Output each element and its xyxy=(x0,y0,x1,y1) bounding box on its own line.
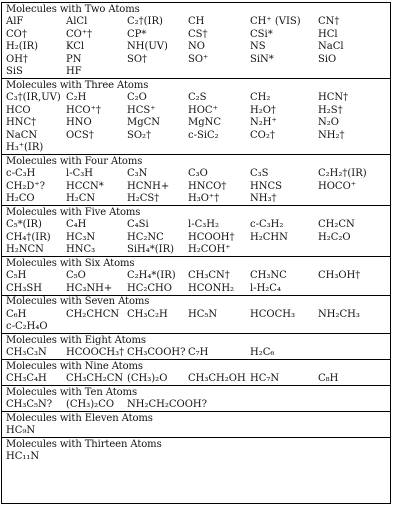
molecule-cell: C₂O xyxy=(127,92,147,103)
molecule-cell: C₂H₄*(IR) xyxy=(127,270,176,281)
molecule-cell: HNC† xyxy=(6,117,37,128)
molecule-row xyxy=(2,142,390,155)
molecule-cell: c-C₃H xyxy=(6,168,36,179)
molecule-row xyxy=(2,53,390,66)
molecule-cell: CO⁺† xyxy=(66,28,93,40)
molecule-cell: HCNH+ xyxy=(127,180,170,192)
molecule-cell: HC₅N xyxy=(188,308,218,320)
molecule-cell: SO₂† xyxy=(127,129,152,141)
molecule-cell: NH₂† xyxy=(318,129,345,141)
molecule-cell: MgCN xyxy=(127,117,161,128)
molecule-cell: CH₃CN† xyxy=(188,270,230,281)
molecule-cell: H₂(IR) xyxy=(6,41,39,52)
molecule-cell: CH₂CN xyxy=(318,219,355,230)
molecule-cell: HCl xyxy=(318,28,338,40)
molecule-cell: CH₂ xyxy=(250,92,271,103)
section-header: Molecules with Thirteen Atoms xyxy=(6,438,162,450)
molecule-cell: HNC₃ xyxy=(66,244,96,255)
molecule-cell: N₂H⁺ xyxy=(250,117,277,128)
molecule-cell: HC₇N xyxy=(250,373,280,384)
molecule-cell: CH₃CH₂CN xyxy=(66,373,124,384)
section-header: Molecules with Nine Atoms xyxy=(6,360,143,372)
molecule-cell: HNCO† xyxy=(188,180,227,192)
molecule-cell: CH₄†(IR) xyxy=(6,231,51,243)
molecule-cell: C₆H xyxy=(6,308,27,320)
molecule-row xyxy=(2,129,390,142)
molecule-cell: SiO xyxy=(318,53,337,65)
molecule-cell: KCl xyxy=(66,41,85,52)
molecule-cell: H₃O⁺† xyxy=(188,193,220,204)
molecule-cell: C₂H₂†(IR) xyxy=(318,168,367,179)
molecule-cell: NH₂CH₂COOH? xyxy=(127,399,207,410)
molecule-cell: l-C₃H xyxy=(66,168,93,179)
molecule-cell: NaCN xyxy=(6,129,38,141)
molecule-cell: C₃O xyxy=(188,168,208,179)
molecule-cell: HC₉N xyxy=(6,425,36,436)
molecule-cell: OH† xyxy=(6,53,28,65)
molecule-row xyxy=(2,41,390,54)
molecule-cell: AlF xyxy=(6,16,24,27)
molecule-cell: SiN* xyxy=(250,53,274,65)
molecule-cell: H₂CN xyxy=(66,193,96,204)
molecule-row xyxy=(2,373,390,386)
molecule-row xyxy=(2,425,390,438)
molecule-cell: HOCO⁺ xyxy=(318,180,357,192)
molecule-cell: c-C₂H₄O xyxy=(6,321,48,332)
molecule-cell: NO xyxy=(188,41,205,52)
molecule-cell: CH₂CHCN xyxy=(66,308,120,320)
molecule-row xyxy=(2,308,390,321)
molecule-cell: HNCS xyxy=(250,180,282,192)
molecule-cell: H₂CS† xyxy=(127,193,160,204)
molecule-cell: C₃N xyxy=(127,168,148,179)
molecule-cell: l-H₂C₄ xyxy=(250,282,281,294)
molecule-cell: C₂H xyxy=(66,92,87,103)
molecule-row xyxy=(2,168,390,181)
molecule-row xyxy=(2,219,390,232)
molecule-cell: C₃†(IR,UV) xyxy=(6,92,61,103)
molecule-cell: (CH₃)₂CO xyxy=(66,399,115,410)
molecule-cell: C₅*(IR) xyxy=(6,219,42,230)
section-header: Molecules with Ten Atoms xyxy=(6,386,137,398)
molecule-cell: C₅H xyxy=(6,270,27,281)
molecule-row xyxy=(2,282,390,295)
molecule-cell: CP* xyxy=(127,28,147,40)
molecule-cell: C₃S xyxy=(250,168,269,179)
molecule-row xyxy=(2,92,390,105)
molecule-cell: H₂C₂O xyxy=(318,231,351,243)
molecule-cell: CN† xyxy=(318,16,340,27)
molecule-row xyxy=(2,28,390,41)
molecule-cell: CH₃NC xyxy=(250,270,287,281)
molecule-cell: H₂CHN xyxy=(250,231,288,243)
molecule-cell: NH₃† xyxy=(250,193,277,204)
section-header: Molecules with Eight Atoms xyxy=(6,334,146,346)
molecule-row xyxy=(2,117,390,130)
molecule-cell: H₂S† xyxy=(318,104,343,116)
molecule-cell: PN xyxy=(66,53,82,65)
molecule-cell: CH₃CH₂OH xyxy=(188,373,246,384)
molecule-cell: c-SiC₂ xyxy=(188,129,219,141)
molecule-cell: CH₃C₃N xyxy=(6,347,47,358)
molecule-cell: SiH₄*(IR) xyxy=(127,244,175,255)
molecule-cell: H₂CO xyxy=(6,193,35,204)
molecule-row xyxy=(2,347,390,360)
section-header: Molecules with Four Atoms xyxy=(6,155,143,167)
molecule-cell: NH₂CH₃ xyxy=(318,308,360,320)
molecule-cell: CH xyxy=(188,16,205,27)
molecule-cell: HCOCH₃ xyxy=(250,308,295,320)
molecule-row xyxy=(2,321,390,334)
molecule-cell: SO⁺ xyxy=(188,53,209,65)
molecule-row xyxy=(2,231,390,244)
molecule-cell: HCOOCH₃† xyxy=(66,347,125,358)
molecule-cell: NaCl xyxy=(318,41,344,52)
molecule-cell: HCO⁺† xyxy=(66,104,101,116)
molecule-cell: HCCN* xyxy=(66,180,104,192)
molecule-cell: (CH₃)₂O xyxy=(127,373,168,384)
section-header: Molecules with Eleven Atoms xyxy=(6,412,153,424)
section-header: Molecules with Three Atoms xyxy=(6,79,149,91)
molecule-cell: CH₃SH xyxy=(6,282,42,294)
molecule-cell: HC₁₁N xyxy=(6,451,40,462)
molecule-cell: HOC⁺ xyxy=(188,104,218,116)
molecule-cell: CH₃OH† xyxy=(318,270,361,281)
molecule-cell: NS xyxy=(250,41,266,52)
section-header: Molecules with Two Atoms xyxy=(6,3,140,15)
molecule-cell: CH₂D⁺? xyxy=(6,180,46,192)
molecule-cell: H₂COH⁺ xyxy=(188,244,231,255)
molecule-cell: H₂C₆ xyxy=(250,347,275,358)
molecule-cell: OCS† xyxy=(66,129,94,141)
molecule-row xyxy=(2,180,390,193)
molecule-cell: CH₃COOH? xyxy=(127,347,186,358)
molecule-table xyxy=(1,2,391,504)
molecule-cell: C₈H xyxy=(318,373,339,384)
molecule-cell: c-C₃H₂ xyxy=(250,219,284,230)
molecule-cell: l-C₃H₂ xyxy=(188,219,219,230)
molecule-cell: CO₂† xyxy=(250,129,275,141)
molecule-cell: SO† xyxy=(127,53,148,65)
molecule-cell: C₄H xyxy=(66,219,87,230)
molecule-cell: HNO xyxy=(66,117,92,128)
molecule-cell: HC₃N xyxy=(66,231,96,243)
molecule-cell: HCOOH† xyxy=(188,231,235,243)
molecule-cell: CO† xyxy=(6,28,27,40)
molecule-cell: HCS⁺ xyxy=(127,104,156,116)
molecule-row xyxy=(2,270,390,283)
molecule-cell: CS† xyxy=(188,28,208,40)
molecule-cell: C₂†(IR) xyxy=(127,16,163,27)
molecule-cell: MgNC xyxy=(188,117,222,128)
molecule-cell: AlCl xyxy=(66,16,88,27)
molecule-cell: HC₂NC xyxy=(127,231,164,243)
molecule-cell: HCONH₂ xyxy=(188,282,235,294)
molecule-cell: C₄Si xyxy=(127,219,149,230)
molecule-cell: SiS xyxy=(6,66,23,77)
molecule-cell: HF xyxy=(66,66,82,77)
molecule-cell: CH₃C₂H xyxy=(127,308,168,320)
molecule-cell: H₂NCN xyxy=(6,244,44,255)
molecule-cell: HC₂CHO xyxy=(127,282,172,294)
molecule-cell: HC₃NH+ xyxy=(66,282,113,294)
molecule-row xyxy=(2,66,390,79)
molecule-cell: CH₃C₅N? xyxy=(6,399,53,410)
section-header: Molecules with Six Atoms xyxy=(6,257,135,269)
molecule-row xyxy=(2,16,390,29)
molecule-row xyxy=(2,399,390,412)
molecule-row xyxy=(2,244,390,257)
molecule-cell: CH₃C₄H xyxy=(6,373,47,384)
molecule-cell: C₂S xyxy=(188,92,207,103)
molecule-cell: NH(UV) xyxy=(127,41,168,52)
molecule-cell: C₅O xyxy=(66,270,86,281)
molecule-row xyxy=(2,104,390,117)
section-header: Molecules with Seven Atoms xyxy=(6,296,150,307)
molecule-cell: HCN† xyxy=(318,92,349,103)
section-header: Molecules with Five Atoms xyxy=(6,206,141,218)
molecule-cell: C₇H xyxy=(188,347,209,358)
molecule-row xyxy=(2,451,390,464)
molecule-cell: H₂O† xyxy=(250,104,276,116)
molecule-row xyxy=(2,193,390,206)
molecule-cell: N₂O xyxy=(318,117,339,128)
molecule-cell: HCO xyxy=(6,104,31,116)
molecule-cell: CSi* xyxy=(250,28,273,40)
molecule-cell: CH⁺ (VIS) xyxy=(250,16,301,27)
molecule-cell: H₃⁺(IR) xyxy=(6,142,44,153)
